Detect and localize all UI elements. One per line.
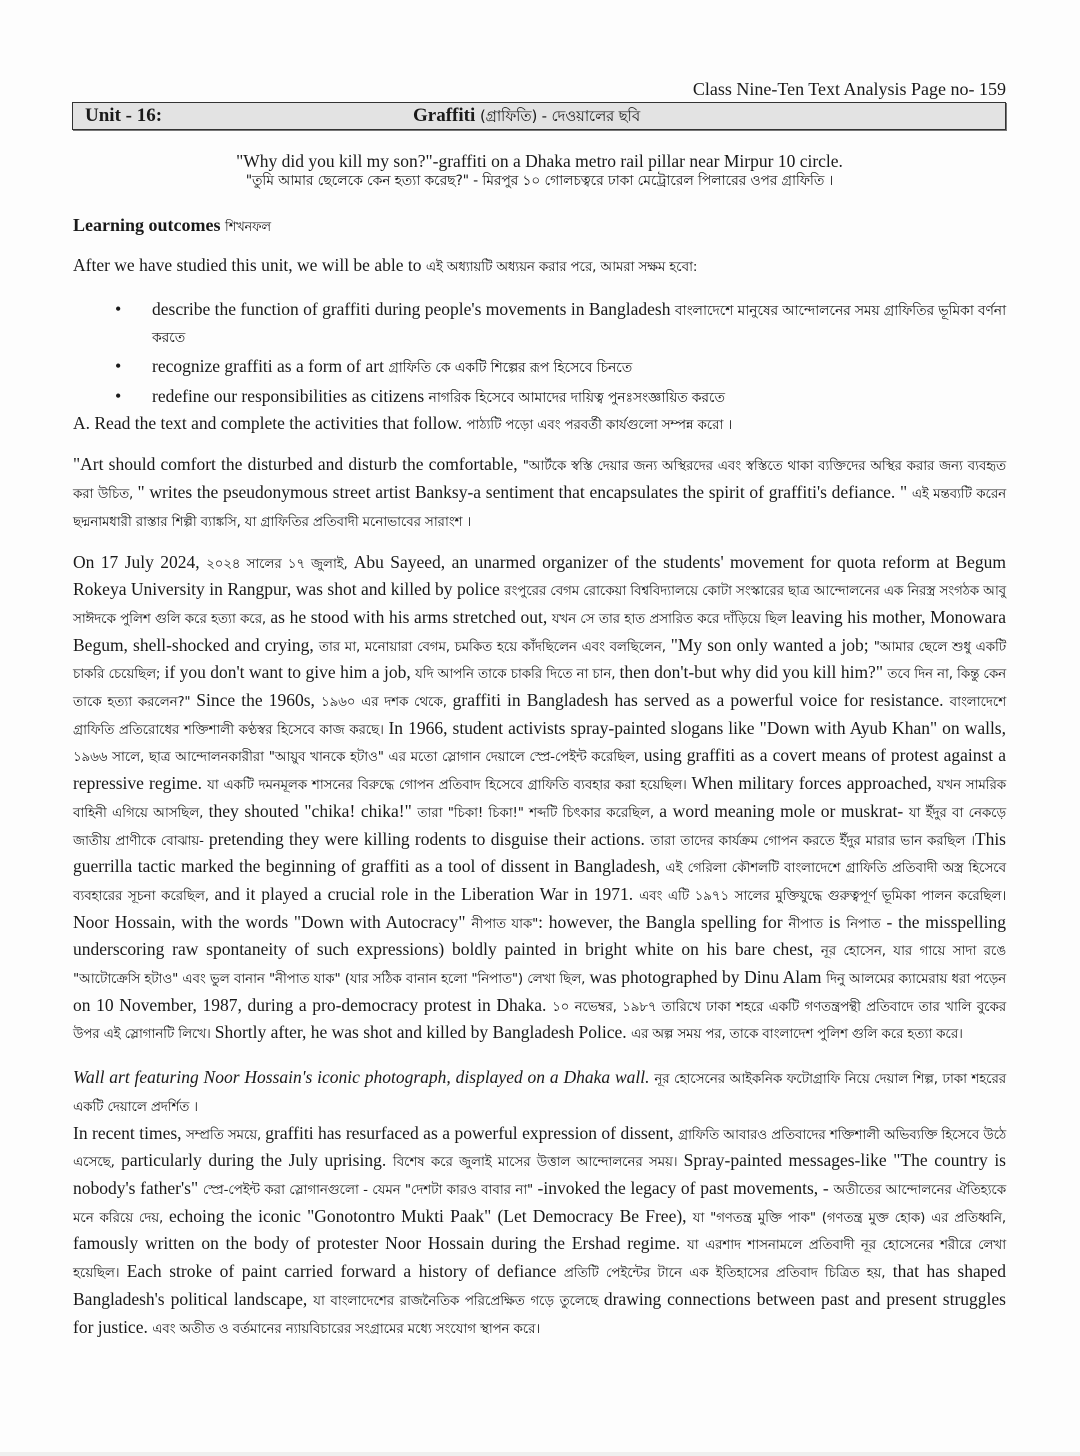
paragraph-recent-times bbox=[73, 1121, 1006, 1343]
text-run-en: echoing the iconic "Gonotontro Mukti Paak" (Let Democracy Be Free), bbox=[169, 1205, 693, 1226]
activity-instruction bbox=[73, 411, 1006, 439]
text-run-bn: এবং অতীত ও বর্তমানের ন্যায়বিচারের সংগ্রামের মধ্যে সংযোগ স্থাপন করে। bbox=[152, 1320, 541, 1337]
text-run-bn: এই মন্তব্যটি করেন ছদ্মনামধারী রাস্তার শিল্পী ব্যাঙ্কসি, যা গ্রাফিতির প্রতিবাদী মনোভাবের সারাংশ । bbox=[73, 486, 1006, 530]
text-run-en: - the misspelling underscoring raw spontaneity of such expressions) boldly painted in bright white on his bare chest, bbox=[73, 911, 1006, 960]
text-run-en: and it played a crucial role in the Liberation War in 1971. bbox=[214, 883, 640, 904]
outcomes-list bbox=[73, 297, 1006, 411]
text-run-bn: ২০২৪ সালের ১৭ জুলাই, bbox=[206, 555, 354, 572]
text-run-en: On 17 July 2024, bbox=[73, 551, 207, 572]
unit-label: Unit - 16: bbox=[85, 105, 163, 126]
caption-bn: "তুমি আমার ছেলেকে কেন হত্যা করেছ?" - মিরপুর ১০ গোলচত্বরে ঢাকা মেট্রোরেল পিলারের ওপর গ্রাফিতি । bbox=[245, 173, 834, 189]
text-run-bn: গ্রাফিতি আবারও প্রতিবাদের শক্তিশালী অভিব্যক্তি হিসেবে উঠে এসেছে, bbox=[73, 1126, 1007, 1171]
unit-title-bn: (গ্রাফিতি) - দেওয়ালের ছবি bbox=[480, 107, 640, 125]
text-run-en: if you don't want to give him a job, bbox=[164, 662, 416, 683]
text-run-en: leaving his mother, Monowara Begum, shell-shocked and crying, bbox=[73, 606, 1006, 655]
text-run-en: Spray-painted messages-like "The country is nobody's father's" bbox=[73, 1150, 1006, 1198]
heading-bn: শিখনফল bbox=[225, 220, 271, 235]
caption-en: "Why did you kill my son?"-graffiti on a Dhaka metro rail pillar near Mirpur 10 circle. bbox=[236, 151, 843, 171]
paragraph-wall-art-caption bbox=[73, 1065, 1006, 1120]
text-run-bn: যা "গণতন্ত্র মুক্তি পাক" (গণতন্ত্র মুক্ত হোক) এর প্রতিধ্বনি, bbox=[692, 1209, 1006, 1226]
text-run-bn: এই গেরিলা কৌশলটি বাংলাদেশে গ্রাফিতি প্রতিবাদী অস্ত্র হিসেবে ব্যবহারের সূচনা করেছিল, bbox=[73, 860, 1007, 904]
text-run-en: using graffiti as a covert means of protest against a repressive regime. bbox=[73, 745, 1006, 794]
text-run-en: a word meaning mole or muskrat- bbox=[659, 800, 909, 821]
paragraph-history bbox=[73, 550, 1006, 1049]
text-run-bn: এর অল্প সময় পর, তাকে বাংলাদেশ পুলিশ গুলি করে হত্যা করে। bbox=[631, 1026, 963, 1043]
text-run-bn: বিশেষ করে জুলাই মাসের উত্তাল আন্দোলনের সময়। bbox=[392, 1154, 684, 1171]
text-run-bn: ১০ নভেম্বর, ১৯৮৭ তারিখে ঢাকা শহরে একটি গণতন্ত্রপন্থী প্রতিবাদে তার খালি বুকের উপর এই স্লোগানটি লিখে। bbox=[73, 998, 1006, 1043]
item-en: recognize graffiti as a form of art bbox=[152, 355, 384, 376]
text-run-en: "Art should comfort the disturbed and disturb the comfortable, bbox=[73, 454, 523, 475]
list-item bbox=[152, 354, 1006, 381]
text-run-bn: তারা "চিকা! চিকা!" শব্দটি চিৎকার করেছিল, bbox=[417, 804, 660, 821]
text-run-bn: ১৯৬৬ সালে, ছাত্র আন্দোলনকারীরা "আয়ুব খানকে হটাও" এর মতো স্লোগান দেয়ালে স্প্রে-পেইন্ট করেছিল, bbox=[73, 749, 644, 766]
text-run-en: Each stroke of paint carried forward a history of defiance bbox=[126, 1261, 564, 1282]
text-run-en: When military forces approached, bbox=[691, 773, 937, 794]
text-run-en: they shouted "chika! chika!" bbox=[208, 800, 418, 821]
text-run-en: : however, the Bangla spelling for bbox=[538, 911, 789, 932]
text-run-bn: নূর হোসেন, যার গায়ে সাদা রঙে "আটোক্রেসি হটাও" এবং ভুল বানান "নীপাত যাক" (যার সঠিক বানান হলো "নিপাত") লেখা ছিল, bbox=[73, 943, 1006, 988]
learning-outcomes-heading bbox=[73, 214, 1006, 239]
text-run-en: graffiti has resurfaced as a powerful expression of dissent, bbox=[265, 1122, 678, 1143]
text-run-bn: স্প্রে-পেইন্ট করা স্লোগানগুলো - যেমন "দেশটা কারও বাবার না" bbox=[202, 1181, 538, 1198]
text-run-en: drawing connections between past and present struggles for justice. bbox=[73, 1288, 1006, 1337]
text-run-en: then don't-but why did you kill him?" bbox=[619, 662, 888, 683]
text-run-en: that has shaped Bangladesh's political landscape, bbox=[73, 1261, 1007, 1309]
paragraph-banksy-quote bbox=[73, 452, 1006, 535]
heading-en: Learning outcomes bbox=[73, 215, 221, 235]
text-run-en: Shortly after, he was shot and killed by Bangladesh Police. bbox=[214, 1022, 632, 1043]
image-caption bbox=[73, 150, 1006, 190]
text-run-bn: তার মা, মনোয়ারা বেগম, চমকিত হয়ে কাঁদছিলেন এবং বলছিলেন, bbox=[318, 638, 671, 655]
text-run-en: as he stood with his arms stretched out, bbox=[270, 606, 552, 627]
unit-title bbox=[413, 103, 640, 129]
text-run-en: was photographed by Dinu Alam bbox=[589, 967, 827, 988]
text-run-en: " writes the pseudonymous street artist Banksy-a sentiment that encapsulates the spirit of graffiti's defiance. " bbox=[137, 482, 912, 503]
text-run-bn: "আর্টকে স্বস্তি দেয়ার জন্য অস্থিরদের এবং স্বস্তিতে থাকা ব্যক্তিদের অস্থির করার জন্য ব্যবহৃত করা উচিত, bbox=[73, 458, 1006, 503]
text-run-en: "My son only wanted a job; bbox=[670, 634, 874, 655]
text-run-en: This guerrilla tactic marked the beginning of graffiti as a tool of dissent in Bangladesh, bbox=[73, 828, 1006, 877]
text-run-bn: যখন সে তার হাত প্রসারিত করে দাঁড়িয়ে ছিল bbox=[551, 610, 792, 627]
text-run-en: graffiti in Bangladesh has served as a powerful voice for resistance. bbox=[452, 690, 950, 711]
text-run-en: -invoked the legacy of past movements, - bbox=[537, 1177, 834, 1198]
text-run-bn: যা ইঁদুর বা নেকড়ে জাতীয় প্রাণীকে বোঝায়- bbox=[73, 804, 1006, 849]
text-run-bn: তারা তাদের কার্যক্রম গোপন করতে ইঁদুর মারার ভান করছিল । bbox=[650, 832, 975, 849]
item-bn: গ্রাফিতি কে একটি শিল্পের রূপ হিসেবে চিনতে bbox=[388, 359, 633, 376]
text-run-bn: বাংলাদেশে গ্রাফিতি প্রতিরোধের শক্তিশালী কণ্ঠস্বর হিসেবে কাজ করছে। bbox=[73, 694, 1006, 738]
text-run-bn: নিপাত bbox=[846, 915, 881, 932]
text-run-en: particularly during the July uprising. bbox=[121, 1150, 393, 1171]
text-run-en: is bbox=[822, 911, 847, 932]
text-run-bn: নীপাত bbox=[788, 915, 823, 932]
page-header: Class Nine-Ten Text Analysis Page no- 159 bbox=[692, 79, 1006, 99]
text-run-en: pretending they were killing rodents to disguise their actions. bbox=[208, 828, 651, 849]
text-run-bn: সম্প্রতি সময়ে, bbox=[186, 1126, 266, 1143]
text-run-en: on 10 November, 1987, during a pro-democracy protest in Dhaka. bbox=[73, 994, 553, 1015]
text-run-en: Noor Hossain, with the words "Down with Autocracy" bbox=[73, 911, 472, 932]
text-run-en: famously written on the body of protester Noor Hossain during the Ershad regime. bbox=[73, 1233, 687, 1254]
text-run-bn: রংপুরের বেগম রোকেয়া বিশ্ববিদ্যালয়ে কোটা সংস্কারের ছাত্র আন্দোলনের এক নিরস্ত্র সংগঠক আবু সাঈদকে পুলিশ গুলি করে হত্যা করে, bbox=[73, 583, 1006, 627]
list-item bbox=[152, 384, 1006, 411]
item-bn: নাগরিক হিসেবে আমাদের দায়িত্ব পুনঃসংজ্ঞায়িত করতে bbox=[428, 389, 725, 406]
intro-en: After we have studied this unit, we will be able to bbox=[73, 255, 422, 275]
item-en: redefine our responsibilities as citizens bbox=[152, 385, 425, 406]
text-run-bn: "আমার ছেলে শুধু একটি চাকরি চেয়েছিল; bbox=[73, 638, 1006, 683]
text-run-bn: অতীতের আন্দোলনের ঐতিহ্যকে মনে করিয়ে দেয়, bbox=[73, 1181, 1007, 1226]
text-run-bn: যখন সামরিক বাহিনী এগিয়ে আসছিল, bbox=[73, 777, 1007, 821]
text-run-en: Wall art featuring Noor Hossain's iconic photograph, displayed on a Dhaka wall. bbox=[73, 1067, 655, 1088]
text-run-en: In 1966, student activists spray-painted slogans like "Down with Ayub Khan" on walls, bbox=[388, 717, 1006, 738]
text-run-bn: দিনু আলমের ক্যামেরায় ধরা পড়েন bbox=[826, 971, 1006, 988]
text-run-en: Abu Sayeed, an unarmed organizer of the students' movement for quota reform at Begum Rokeya University in Rangpur, was shot and killed by police bbox=[73, 551, 1006, 600]
item-bn: বাংলাদেশে মানুষের আন্দোলনের সময় গ্রাফিতির ভূমিকা বর্ণনা করতে bbox=[152, 302, 1007, 346]
unit-title-en: Graffiti bbox=[413, 105, 476, 126]
text-run-bn: যা বাংলাদেশের রাজনৈতিক পরিপ্রেক্ষিত গড়ে তুলেছে bbox=[313, 1292, 604, 1309]
text-run-bn: যদি আপনি তাকে চাকরি দিতে না চান, bbox=[415, 666, 620, 683]
list-item bbox=[152, 297, 1006, 351]
instruction-en: A. Read the text and complete the activities that follow. bbox=[73, 412, 463, 433]
text-run-bn: যা এরশাদ শাসনামলে প্রতিবাদী নূর হোসেনের শরীরে লেখা হয়েছিল। bbox=[73, 1237, 1006, 1282]
item-en: describe the function of graffiti during people's movements in Bangladesh bbox=[152, 298, 671, 319]
unit-title-box bbox=[72, 102, 1006, 130]
text-run-bn: নূর হোসেনের আইকনিক ফটোগ্রাফি নিয়ে দেয়াল শিল্প, ঢাকা শহরের একটি দেয়ালে প্রদর্শিত । bbox=[73, 1071, 1006, 1115]
text-run-en: In recent times, bbox=[73, 1122, 187, 1143]
page-bottom-edge bbox=[0, 1452, 1080, 1456]
outcomes-intro bbox=[73, 253, 1006, 281]
text-run-bn: প্রতিটি পেইন্টের টানে এক ইতিহাসের প্রতিবাদ চিত্রিত হয়, bbox=[563, 1265, 893, 1282]
document-page bbox=[73, 76, 1006, 1342]
text-run-bn: যা একটি দমনমূলক শাসনের বিরুদ্ধে গোপন প্রতিবাদ হিসেবে গ্রাফিতি ব্যবহার করা হয়েছিল। bbox=[207, 777, 692, 794]
text-run-bn: ১৯৬০ এর দশক থেকে, bbox=[321, 694, 453, 711]
instruction-bn: পাঠ্যটি পড়ো এবং পরবর্তী কার্যগুলো সম্পন্ন করো । bbox=[466, 416, 732, 433]
intro-bn: এই অধ্যায়টি অধ্যয়ন করার পরে, আমরা সক্ষম হবো: bbox=[425, 259, 698, 275]
text-run-bn: নীপাত যাক" bbox=[471, 915, 539, 932]
text-run-bn: তবে দিন না, কিন্তু কেন তাকে হত্যা করলেন?" bbox=[73, 666, 1006, 711]
text-run-en: Since the 1960s, bbox=[196, 690, 322, 711]
text-run-bn: এবং এটি ১৯৭১ সালের মুক্তিযুদ্ধে গুরুত্বপূর্ণ ভূমিকা পালন করেছিল। bbox=[639, 887, 1006, 904]
